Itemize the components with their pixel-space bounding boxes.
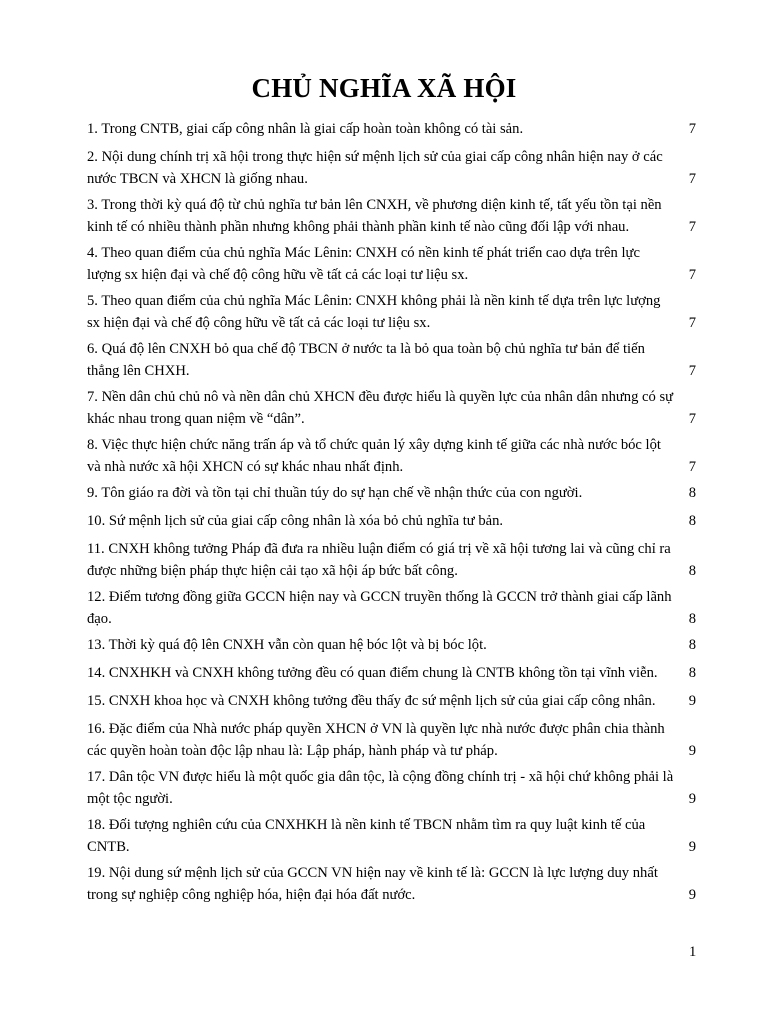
toc-entry-page: 9: [688, 887, 696, 903]
toc-entry-7[interactable]: [87, 386, 699, 430]
toc-entry-text: 7. Nền dân chủ chủ nô và nền dân chủ XHCN đều được hiểu là quyền lực của nhân dân nhưng có sự khác nhau trong quan niệm về “dân”.: [87, 389, 674, 427]
toc-entry-page: 7: [688, 459, 696, 475]
toc-entry-2[interactable]: [87, 146, 699, 190]
toc-entry-page: 8: [688, 611, 696, 627]
toc-entry-page: 7: [688, 267, 696, 283]
toc-entry-4[interactable]: [87, 242, 699, 286]
toc-entry-text: 9. Tôn giáo ra đời và tồn tại chỉ thuần túy do sự hạn chế về nhận thức của con người.: [87, 485, 583, 501]
toc-entry-text: 6. Quá độ lên CNXH bỏ qua chế độ TBCN ở nước ta là bỏ qua toàn bộ chủ nghĩa tư bản để tiến thẳng lên CHXH.: [87, 341, 645, 379]
toc-entry-8[interactable]: [87, 434, 699, 478]
toc-entry-page: 8: [688, 665, 696, 681]
toc-entry-6[interactable]: [87, 338, 699, 382]
toc-entry-1[interactable]: [87, 118, 699, 140]
toc-entry-text: 17. Dân tộc VN được hiểu là một quốc gia dân tộc, là cộng đồng chính trị - xã hội chứ không phải là một tộc người.: [87, 769, 674, 807]
toc-entry-15[interactable]: [87, 690, 699, 712]
page-number: 1: [689, 944, 697, 960]
toc-entry-18[interactable]: [87, 814, 699, 858]
toc-entry-10[interactable]: [87, 510, 699, 532]
toc-entry-5[interactable]: [87, 290, 699, 334]
toc-entry-text: 3. Trong thời kỳ quá độ từ chủ nghĩa tư bản lên CNXH, về phương diện kinh tế, tất yếu tồn tại nền kinh tế có nhiều thành phần nhưng không phải thành phần kinh tế nào cũng đối lập với nhau.: [87, 197, 662, 235]
toc-entry-9[interactable]: [87, 482, 699, 504]
toc-entry-page: 7: [688, 219, 696, 235]
toc-entry-text: 1. Trong CNTB, giai cấp công nhân là giai cấp hoàn toàn không có tài sản.: [87, 121, 524, 137]
toc-entry-13[interactable]: [87, 634, 699, 656]
toc-entry-page: 7: [688, 171, 696, 187]
toc-entry-16[interactable]: [87, 718, 699, 762]
toc-entry-page: 8: [688, 563, 696, 579]
toc-entry-text: 11. CNXH không tưởng Pháp đã đưa ra nhiều luận điểm có giá trị về xã hội tương lai và cũng chỉ ra được những biện pháp thực hiện cải tạo xã hội áp bức bất công.: [87, 541, 671, 579]
toc-entry-text: 5. Theo quan điểm của chủ nghĩa Mác Lênin: CNXH không phải là nền kinh tế dựa trên lực lượng sx hiện đại và chế độ công hữu về tất cả các loại tư liệu sx.: [87, 293, 661, 331]
toc-entry-page: 9: [688, 791, 696, 807]
toc-entry-page: 9: [688, 839, 696, 855]
toc-entry-text: 8. Việc thực hiện chức năng trấn áp và tổ chức quản lý xây dựng kinh tế giữa các nhà nước bóc lột và nhà nước xã hội XHCN có sự khác nhau nhất định.: [87, 437, 661, 475]
toc-entry-text: 14. CNXHKH và CNXH không tưởng đều có quan điểm chung là CNTB không tồn tại vĩnh viễn.: [87, 665, 658, 681]
toc-entry-text: 4. Theo quan điểm của chủ nghĩa Mác Lênin: CNXH có nền kinh tế phát triển cao dựa trên lực lượng sx hiện đại và chế độ công hữu về tất cả các loại tư liệu sx.: [87, 245, 640, 283]
toc-entry-text: 19. Nội dung sứ mệnh lịch sử của GCCN VN hiện nay về kinh tế là: GCCN là lực lượng duy nhất trong sự nghiệp công nghiệp hóa, hiện đại hóa đất nước.: [87, 865, 658, 903]
toc-entry-text: 10. Sứ mệnh lịch sử của giai cấp công nhân là xóa bỏ chủ nghĩa tư bản.: [87, 513, 504, 529]
toc-entry-3[interactable]: [87, 194, 699, 238]
toc-entry-17[interactable]: [87, 766, 699, 810]
toc-entry-page: 8: [688, 513, 696, 529]
page-title: CHỦ NGHĨA XÃ HỘI: [251, 73, 517, 103]
toc-entry-text: 15. CNXH khoa học và CNXH không tưởng đều thấy đc sứ mệnh lịch sử của giai cấp công nhân.: [87, 693, 656, 709]
toc-entry-page: 7: [688, 121, 696, 137]
toc-entry-page: 7: [688, 411, 696, 427]
toc-entry-text: 16. Đặc điểm của Nhà nước pháp quyền XHCN ở VN là quyền lực nhà nước được phân chia thành các quyền hoàn toàn độc lập nhau là: Lập pháp, hành pháp và tư pháp.: [87, 721, 665, 759]
toc-entry-page: 9: [688, 743, 696, 759]
table-of-contents: [87, 118, 699, 910]
toc-entry-text: 18. Đối tượng nghiên cứu của CNXHKH là nền kinh tế TBCN nhằm tìm ra quy luật kinh tế của CNTB.: [87, 817, 646, 855]
toc-entry-19[interactable]: [87, 862, 699, 906]
toc-entry-page: 8: [688, 485, 696, 501]
toc-entry-14[interactable]: [87, 662, 699, 684]
toc-entry-page: 7: [688, 363, 696, 379]
toc-entry-11[interactable]: [87, 538, 699, 582]
toc-entry-text: 13. Thời kỳ quá độ lên CNXH vẫn còn quan hệ bóc lột và bị bóc lột.: [87, 637, 487, 653]
toc-entry-text: 2. Nội dung chính trị xã hội trong thực hiện sứ mệnh lịch sử của giai cấp công nhân hiện nay ở các nước TBCN và XHCN là giống nhau.: [87, 149, 663, 187]
toc-entry-page: 8: [688, 637, 696, 653]
toc-entry-12[interactable]: [87, 586, 699, 630]
toc-entry-page: 7: [688, 315, 696, 331]
toc-entry-page: 9: [688, 693, 696, 709]
toc-entry-text: 12. Điểm tương đồng giữa GCCN hiện nay và GCCN truyền thống là GCCN trở thành giai cấp lãnh đạo.: [87, 589, 672, 627]
